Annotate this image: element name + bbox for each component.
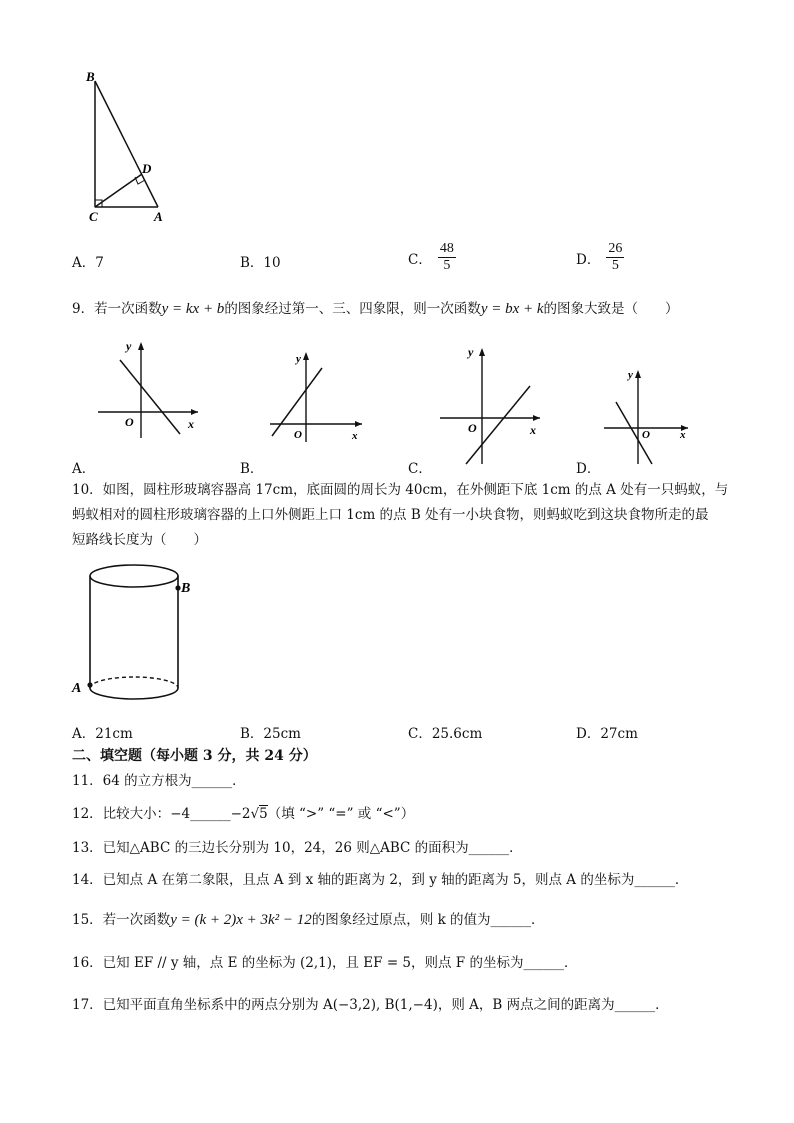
graph-a [92, 338, 202, 443]
q9-number: 9． [72, 301, 95, 317]
axis-x: x [680, 429, 686, 441]
numerator: 26 [608, 241, 623, 256]
q15-pre: 15．若一次函数 [72, 912, 171, 928]
q9-post: 的图象大致是（ ） [543, 301, 679, 317]
q9-option-a[interactable]: A． [72, 461, 96, 477]
triangle-figure [80, 65, 180, 225]
q14-text: 14．已知点 A 在第二象限，且点 A 到 x 轴的距离为 2，到 y 轴的距离为 5，则点 A 的坐标为______． [72, 872, 689, 888]
section-title: 二、填空题（每小题 3 分，共 24 分） [72, 748, 317, 764]
q8-option-b[interactable] [240, 251, 281, 271]
axis-y: y [468, 345, 474, 359]
q11-text: 11．64 的立方根为______． [72, 773, 246, 789]
q10-option-a[interactable]: A．21cm [72, 726, 133, 742]
option-value: 7 [95, 255, 104, 271]
graph-b [268, 348, 368, 443]
q9-func2: y = bx + k [480, 301, 544, 317]
sqrt-sign: √ [250, 806, 260, 822]
label-A: A [72, 681, 82, 696]
axis-y: y [628, 369, 633, 381]
q10-option-d[interactable]: D．27cm [576, 726, 638, 742]
fraction [606, 241, 624, 274]
q8-option-a[interactable] [72, 251, 104, 271]
q15-text [72, 910, 545, 930]
label-D: D [142, 161, 152, 176]
option-letter: A． [72, 255, 96, 271]
axis-x: x [530, 423, 536, 437]
origin: O [294, 429, 302, 441]
q17-text: 17．已知平面直角坐标系中的两点分别为 A(−3,2), B(1,−4)，则 A，B 两点之间的距离为______． [72, 997, 669, 1013]
axis-x: x [188, 417, 194, 431]
origin: O [642, 429, 650, 441]
q9-mid: 的图象经过第一、三、四象限，则一次函数 [224, 301, 481, 317]
q12-radicand: 5 [259, 806, 268, 822]
denominator: 5 [611, 258, 619, 273]
q16-text: 16．已知 EF // y 轴，点 E 的坐标为 (2,1)，且 EF = 5，则点 F 的坐标为______． [72, 955, 578, 971]
option-letter: C． [408, 251, 432, 268]
axis-y: y [296, 353, 301, 365]
origin: O [468, 421, 477, 435]
q13-text: 13．已知△ABC 的三边长分别为 10，24，26 则△ABC 的面积为______． [72, 840, 523, 856]
q8-option-c[interactable] [408, 241, 456, 274]
option-letter: D． [576, 251, 601, 268]
q10-option-c[interactable]: C．25.6cm [408, 726, 483, 742]
q12-text [72, 804, 414, 824]
q12-b: −2 [230, 806, 251, 822]
origin: O [125, 415, 134, 429]
axis-x: x [352, 430, 358, 442]
label-A: A [154, 209, 163, 224]
axis-y: y [126, 339, 132, 353]
q12-a: −4 [170, 806, 191, 822]
q9-option-d[interactable]: D． [576, 461, 601, 477]
q9-func1: y = kx + b [161, 301, 225, 317]
graph-d [602, 366, 692, 466]
fraction [438, 241, 456, 274]
q10-line1: 10．如图，圆柱形玻璃容器高 17cm，底面圆的周长为 40cm，在外侧距下底 1cm 的点 A 处有一只蚂蚁，与 [72, 482, 729, 498]
graph-c [436, 340, 546, 468]
q9-stem [72, 299, 679, 319]
q9-option-b[interactable]: B． [240, 461, 264, 477]
label-B: B [86, 69, 95, 84]
q8-option-d[interactable] [576, 241, 624, 274]
label-B: B [181, 581, 191, 596]
q12-post: （填 “>” “=” 或 “<”） [267, 806, 415, 822]
q10-line3: 短路线长度为（ ） [72, 532, 207, 548]
q15-func: y = (k + 2)x + 3k² − 12 [170, 912, 312, 928]
q10-option-b[interactable]: B．25cm [240, 726, 301, 742]
q12-pre: 12．比较大小： [72, 806, 171, 822]
option-letter: B． [240, 255, 264, 271]
q12-blank[interactable]: ______ [190, 806, 231, 822]
q9-pre: 若一次函数 [94, 301, 162, 317]
option-value: 10 [263, 255, 281, 271]
cylinder-figure [70, 558, 200, 718]
q9-option-c[interactable]: C． [408, 461, 432, 477]
q15-post: 的图象经过原点，则 k 的值为______． [311, 912, 545, 928]
denominator: 5 [443, 258, 451, 273]
numerator: 48 [439, 241, 454, 256]
label-C: C [89, 209, 98, 224]
q10-line2: 蚂蚁相对的圆柱形玻璃容器的上口外侧距上口 1cm 的点 B 处有一小块食物，则蚂蚁吃到这块食物所走的最 [72, 507, 709, 523]
